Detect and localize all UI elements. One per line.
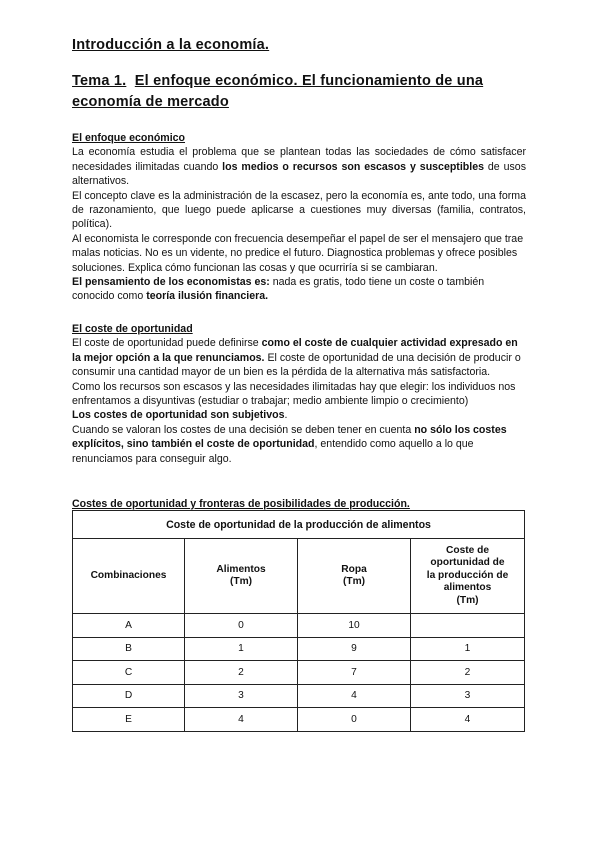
- bold-text: los medios o recursos son escasos y susceptibles: [222, 160, 484, 173]
- table-header-row: [73, 539, 525, 614]
- text: nada es gratis, todo tiene un coste o también conocido como: [72, 276, 485, 303]
- document-title: Introducción a la economía.: [72, 37, 270, 53]
- paragraph: [72, 408, 526, 422]
- header-unit: (Tm): [342, 576, 366, 587]
- paragraph: [72, 275, 526, 304]
- section-heading: El coste de oportunidad: [72, 323, 193, 335]
- opportunity-cost-table: [72, 510, 525, 732]
- cell-ropa: 10: [298, 614, 411, 638]
- text: de usos alternativos.: [72, 160, 526, 188]
- cell-ropa: 9: [298, 637, 411, 661]
- column-header-coste-oportunidad: [411, 539, 525, 614]
- cell-coste: 1: [411, 637, 525, 661]
- text: .: [284, 409, 288, 422]
- cell-alimentos: 4: [185, 708, 298, 732]
- bold-text: no sólo los costes explícitos, sino también el coste de oportunidad: [72, 423, 507, 451]
- bold-text: como el coste de cualquier actividad expresado en la mejor opción a la que renunciamos.: [72, 337, 518, 364]
- bold-text: teoría ilusión financiera.: [146, 290, 269, 303]
- text: El coste de oportunidad puede definirse: [72, 337, 262, 350]
- cell-ropa: 0: [298, 708, 411, 732]
- column-header-alimentos: [185, 539, 298, 614]
- header-text: Ropa: [341, 563, 367, 575]
- paragraph: [72, 423, 526, 466]
- table-caption-row: [73, 511, 525, 539]
- table-row: [73, 684, 525, 708]
- paragraph: [72, 145, 526, 188]
- paragraph: [72, 336, 526, 379]
- section-heading: Costes de oportunidad y fronteras de posibilidades de producción.: [72, 498, 410, 510]
- paragraph: Al economista le corresponde con frecuencia desempeñar el papel de ser el mensajero que trae malas noticias. No es un vidente, no predice el futuro. Diagnostica problemas y ofrece posibles soluciones. Explica cómo funcionan las cosas y que ocurriría si se cambiaran.: [72, 232, 524, 274]
- cell-alimentos: 3: [185, 684, 298, 708]
- header-text: Alimentos: [216, 563, 266, 575]
- cell-coste: 4: [411, 708, 525, 732]
- header-unit: (Tm): [456, 594, 479, 606]
- cell-combinacion: D: [73, 684, 185, 708]
- bold-text: Los costes de oportunidad son subjetivos: [72, 409, 285, 422]
- table-row: [73, 708, 525, 732]
- header-text: Combinaciones: [90, 569, 167, 581]
- cell-combinacion: E: [73, 708, 185, 732]
- cell-coste: [411, 614, 525, 638]
- column-header-combinaciones: [73, 539, 185, 614]
- paragraph: Como los recursos son escasos y las necesidades ilimitadas hay que elegir: los individuos nos enfrentamos a disyuntivas (estudiar o trabajar; medio ambiente limpio o crecimiento): [72, 380, 516, 408]
- topic-title: [72, 71, 512, 113]
- paragraph: El concepto clave es la administración de la escasez, pero la economía es, ante todo, una forma de razonamiento, que luego puede aplicarse a cuestiones muy diversas (familia, contratos, política).: [72, 189, 526, 231]
- section-heading: El enfoque económico: [72, 132, 186, 144]
- cell-combinacion: C: [73, 661, 185, 685]
- section-coste-oportunidad: [72, 322, 526, 466]
- text: , entendido como aquello a lo que renunciamos para conseguir algo.: [72, 438, 474, 465]
- text: La economía estudia el problema que se plantean todas las sociedades de cómo satisfacer necesidades ilimitadas cuando: [72, 146, 526, 173]
- section-enfoque-economico: [72, 131, 526, 304]
- cell-combinacion: B: [73, 637, 185, 661]
- text: Cuando se valoran los costes de una decisión se deben tener en cuenta: [72, 423, 415, 436]
- cell-ropa: 4: [298, 684, 411, 708]
- table-row: [73, 661, 525, 685]
- topic-title-line1: El enfoque económico. El funcionamiento de una: [134, 73, 484, 89]
- cell-coste: 2: [411, 661, 525, 685]
- cell-alimentos: 2: [185, 661, 298, 685]
- header-text: Coste de oportunidad de la producción de alimentos: [426, 544, 509, 594]
- column-header-ropa: [298, 539, 411, 614]
- cell-alimentos: 1: [185, 637, 298, 661]
- header-unit: (Tm): [229, 576, 253, 587]
- topic-title-line2: economía de mercado: [72, 94, 229, 110]
- cell-combinacion: A: [73, 614, 185, 638]
- bold-text: El pensamiento de los economistas es:: [72, 276, 270, 289]
- cell-ropa: 7: [298, 661, 411, 685]
- text: El coste de oportunidad de una decisión de producir o consumir una cantidad mayor de un bien es la pérdida de la alternativa más satisfactoria.: [72, 351, 521, 379]
- table-row: [73, 614, 525, 638]
- cell-coste: 3: [411, 684, 525, 708]
- table-row: [73, 637, 525, 661]
- topic-number: Tema 1.: [72, 73, 127, 89]
- cell-alimentos: 0: [185, 614, 298, 638]
- table-caption: Coste de oportunidad de la producción de alimentos: [73, 511, 525, 539]
